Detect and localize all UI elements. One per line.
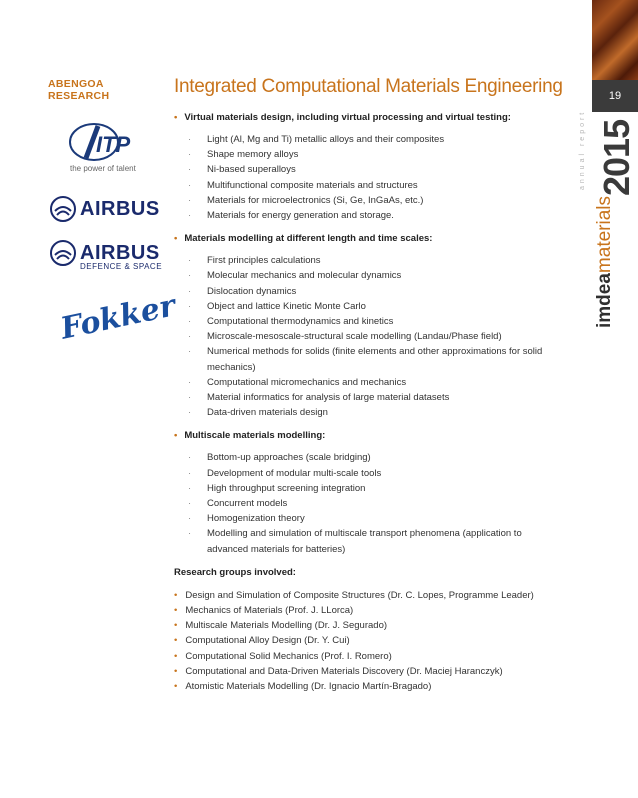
main-content xyxy=(174,76,564,694)
list-item: · Multifunctional composite materials and structures xyxy=(188,179,418,191)
list-item: · Materials for energy generation and storage. xyxy=(188,210,394,222)
airbus-ds-subtitle: DEFENCE & SPACE xyxy=(80,262,163,271)
list-item: · Homogenization theory xyxy=(188,513,305,525)
list-item: • Multiscale Materials Modelling (Dr. J. Segurado) xyxy=(174,620,388,632)
list-item: · Ni-based superalloys xyxy=(188,164,296,176)
annual-report-label: annual report xyxy=(579,109,586,190)
section-heading: • Multiscale materials modelling: xyxy=(174,430,326,442)
list-item: · Data-driven materials design xyxy=(188,407,328,419)
section-list xyxy=(174,450,564,556)
research-groups-heading: Research groups involved: xyxy=(174,566,296,578)
section-heading: • Virtual materials design, including virtual processing and virtual testing: xyxy=(174,112,511,123)
abengoa-research-label: ABENGOA RESEARCH xyxy=(48,78,110,102)
brand-logo xyxy=(594,196,616,328)
list-item: · Modelling and simulation of multiscale transport phenomena (application to advanced materials for batteries) xyxy=(188,528,522,555)
list-item: • Computational Alloy Design (Dr. Y. Cui) xyxy=(174,635,350,647)
report-year: 2015 xyxy=(596,119,637,196)
section-multiscale xyxy=(174,430,564,556)
partner-logos xyxy=(48,78,179,358)
page-number: 19 xyxy=(592,80,638,112)
section-list xyxy=(174,253,564,420)
airbus-wordmark: AIRBUS xyxy=(80,198,160,220)
airbus-defence-emblem-icon xyxy=(50,240,76,266)
fokker-logo xyxy=(48,288,179,358)
brand-part-1: imdea xyxy=(594,273,615,328)
list-item: • Atomistic Materials Modelling (Dr. Ignacio Martín-Bragado) xyxy=(174,681,432,693)
brand-part-2: materials xyxy=(594,196,615,274)
airbus-logo xyxy=(48,194,164,228)
list-item: · Computational thermodynamics and kinetics xyxy=(188,316,394,328)
research-groups-list xyxy=(174,588,564,694)
list-item: • Design and Simulation of Composite Structures (Dr. C. Lopes, Programme Leader) xyxy=(174,589,534,601)
fokker-wordmark: Fokker xyxy=(57,288,179,347)
list-item: · Development of modular multi-scale tools xyxy=(188,467,382,479)
list-item: · First principles calculations xyxy=(188,255,321,267)
itp-tagline: the power of talent xyxy=(70,164,136,173)
list-item: · Concurrent models xyxy=(188,498,288,510)
airbus-emblem-icon xyxy=(50,196,76,222)
list-item: · Numerical methods for solids (finite elements and other approximations for solid mechanics) xyxy=(188,346,543,373)
list-item: · Molecular mechanics and molecular dynamics xyxy=(188,270,402,282)
list-item: · Light (Al, Mg and Ti) metallic alloys and their composites xyxy=(188,134,445,145)
list-item: · Computational micromechanics and mechanics xyxy=(188,376,407,388)
list-item: · Dislocation dynamics xyxy=(188,285,297,297)
itp-wordmark: ITP xyxy=(96,132,131,157)
list-item: · Material informatics for analysis of large material datasets xyxy=(188,392,450,404)
list-item: • Mechanics of Materials (Prof. J. LLorca) xyxy=(174,605,354,617)
section-list xyxy=(174,132,564,223)
list-item: • Computational and Data-Driven Materials Discovery (Dr. Maciej Haranczyk) xyxy=(174,665,503,677)
list-item: · Microscale-mesoscale-structural scale modelling (Landau/Phase field) xyxy=(188,331,502,343)
list-item: · Shape memory alloys xyxy=(188,149,299,161)
airbus-defence-logo xyxy=(48,238,164,280)
page-title: Integrated Computational Materials Engineering xyxy=(174,76,563,97)
list-item: · High throughput screening integration xyxy=(188,482,366,494)
list-item: • Computational Solid Mechanics (Prof. I. Romero) xyxy=(174,650,392,662)
list-item: · Bottom-up approaches (scale bridging) xyxy=(188,452,371,464)
section-heading: • Materials modelling at different length and time scales: xyxy=(174,233,433,245)
list-item: · Materials for microelectronics (Si, Ge, InGaAs, etc.) xyxy=(188,194,424,206)
header-photo xyxy=(592,0,638,80)
section-modelling-scales xyxy=(174,233,564,420)
section-virtual-design xyxy=(174,112,564,223)
itp-logo xyxy=(48,122,164,182)
airbus-ds-wordmark: AIRBUS xyxy=(80,242,160,264)
list-item: · Object and lattice Kinetic Monte Carlo xyxy=(188,300,366,312)
